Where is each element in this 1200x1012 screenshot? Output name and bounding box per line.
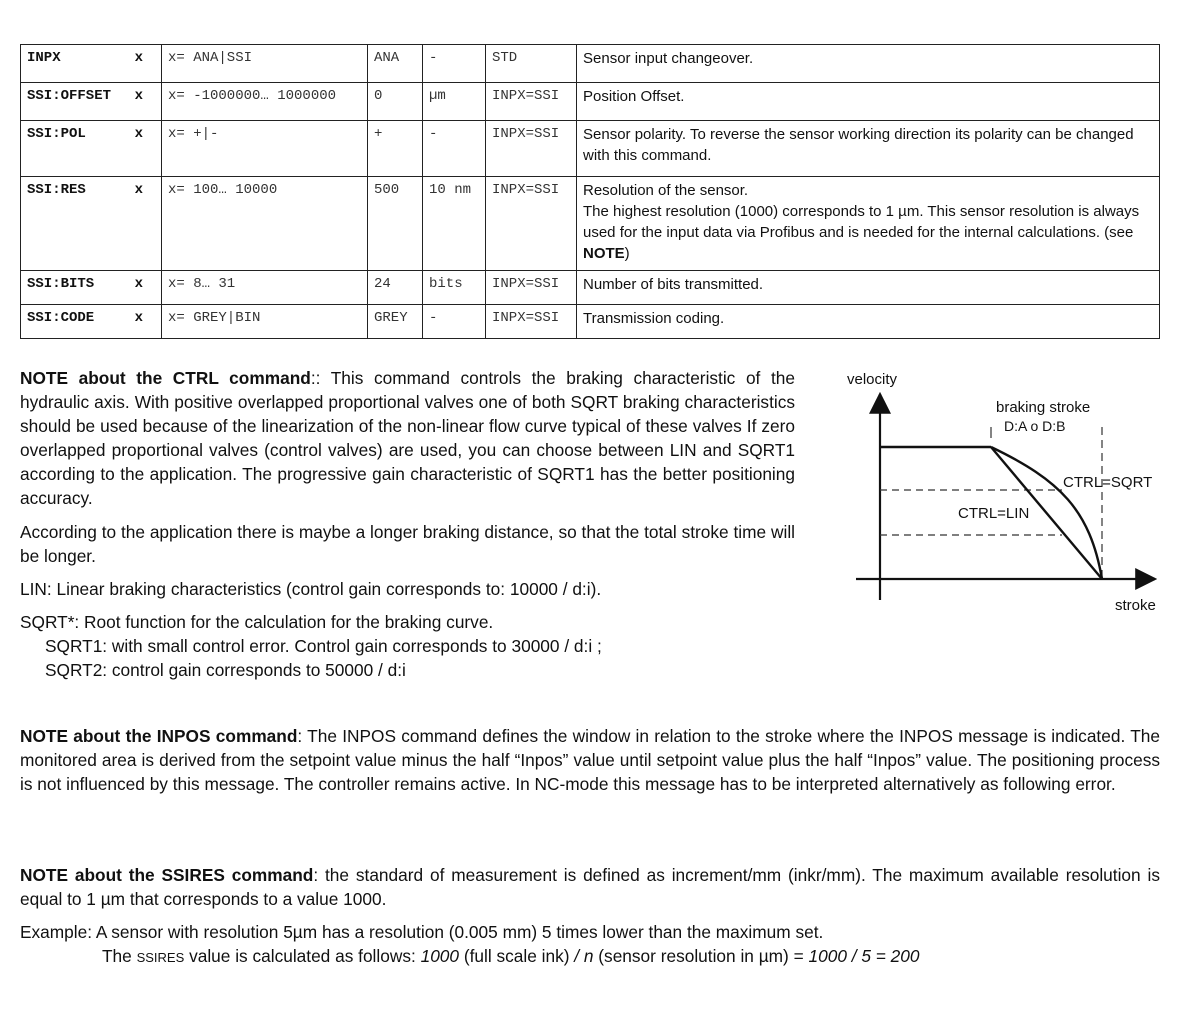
dependency-cell: INPX=SSI bbox=[486, 121, 577, 177]
braking-stroke-sublabel: D:A o D:B bbox=[1004, 418, 1066, 434]
table-row bbox=[21, 45, 1160, 83]
command-cell: SSI:POL x bbox=[21, 121, 162, 177]
default-cell: 0 bbox=[368, 83, 423, 121]
range-cell: x= -1000000… 1000000 bbox=[162, 83, 368, 121]
unit-cell: - bbox=[423, 45, 486, 83]
ctrl-note-paragraph-2: According to the application there is maybe a longer braking distance, so that the total stroke time will be longer. bbox=[20, 522, 795, 566]
range-cell: x= ANA|SSI bbox=[162, 45, 368, 83]
description-cell: Number of bits transmitted. bbox=[577, 271, 1160, 305]
ctrl-sqrt-label: CTRL=SQRT bbox=[1063, 474, 1153, 491]
dependency-cell: STD bbox=[486, 45, 577, 83]
description-cell: Position Offset. bbox=[577, 83, 1160, 121]
braking-diagram bbox=[830, 360, 1170, 620]
ssires-calculation: The SSIRES value is calculated as follows: 1000 (full scale ink) / n (sensor resolution in µm) = 1000 / 5 = 200 bbox=[102, 946, 920, 966]
braking-stroke-label: braking stroke bbox=[996, 399, 1091, 416]
description-cell: Resolution of the sensor. The highest resolution (1000) corresponds to 1 µm. This sensor resolution is always used for the input data via Profibus and is needed for the internal calculations. (see NOTE) bbox=[577, 177, 1160, 271]
default-cell: GREY bbox=[368, 305, 423, 339]
default-cell: 500 bbox=[368, 177, 423, 271]
ctrl-lin-label: CTRL=LIN bbox=[958, 505, 1030, 522]
command-table bbox=[20, 44, 1160, 339]
unit-cell: - bbox=[423, 121, 486, 177]
default-cell: + bbox=[368, 121, 423, 177]
dependency-cell: INPX=SSI bbox=[486, 305, 577, 339]
sqrt2-description: SQRT2: control gain corresponds to 50000 / d:i bbox=[45, 660, 406, 680]
unit-cell: bits bbox=[423, 271, 486, 305]
default-cell: 24 bbox=[368, 271, 423, 305]
dependency-cell: INPX=SSI bbox=[486, 271, 577, 305]
inpos-note-paragraph: NOTE about the INPOS command: The INPOS command defines the window in relation to the stroke where the INPOS message is indicated. The monitored area is derived from the setpoint value minus the half “Inpos” value until setpoint value plus the half “Inpos” value. The positioning process is not influenced by this message. The controller remains active. In NC-mode this message has to be interpreted alternatively as following error. bbox=[20, 726, 1160, 794]
sqrt-description: SQRT*: Root function for the calculation for the braking curve. bbox=[20, 612, 494, 632]
table-row bbox=[21, 177, 1160, 271]
command-cell: SSI:OFFSET x bbox=[21, 83, 162, 121]
unit-cell: µm bbox=[423, 83, 486, 121]
lin-description: LIN: Linear braking characteristics (control gain corresponds to: 10000 / d:i). bbox=[20, 579, 602, 599]
unit-cell: - bbox=[423, 305, 486, 339]
command-cell: INPX x bbox=[21, 45, 162, 83]
description-cell: Sensor polarity. To reverse the sensor working direction its polarity can be changed with this command. bbox=[577, 121, 1160, 177]
sqrt1-description: SQRT1: with small control error. Control gain corresponds to 30000 / d:i ; bbox=[45, 636, 602, 656]
inpos-note-heading: NOTE about the INPOS command bbox=[20, 726, 298, 746]
range-cell: x= GREY|BIN bbox=[162, 305, 368, 339]
table-row bbox=[21, 121, 1160, 177]
ctrl-note-heading: NOTE about the CTRL command bbox=[20, 368, 311, 388]
velocity-label: velocity bbox=[847, 371, 898, 388]
ssires-note-paragraph: NOTE about the SSIRES command: the standard of measurement is defined as increment/mm (inkr/mm). The maximum available resolution is equal to 1 µm that corresponds to a value 1000. bbox=[20, 865, 1160, 909]
ctrl-note-paragraph: NOTE about the CTRL command:: This command controls the braking characteristic of the hydraulic axis. With positive overlapped proportional valves one of both SQRT braking characteristics should be used because of the linearization of the non-linear flow curve typical of these valves If zero overlapped proportional valves (control valves) are used, you can choose between LIN and SQRT1 according to the application. The progressive gain characteristic of SQRT1 has the better positioning accuracy. bbox=[20, 368, 795, 508]
unit-cell: 10 nm bbox=[423, 177, 486, 271]
range-cell: x= 8… 31 bbox=[162, 271, 368, 305]
description-cell: Sensor input changeover. bbox=[577, 45, 1160, 83]
range-cell: x= +|- bbox=[162, 121, 368, 177]
stroke-label: stroke bbox=[1115, 597, 1156, 614]
ssires-example: Example: A sensor with resolution 5µm has a resolution (0.005 mm) 5 times lower than the maximum set. bbox=[20, 922, 824, 942]
description-cell: Transmission coding. bbox=[577, 305, 1160, 339]
range-cell: x= 100… 10000 bbox=[162, 177, 368, 271]
default-cell: ANA bbox=[368, 45, 423, 83]
dependency-cell: INPX=SSI bbox=[486, 177, 577, 271]
command-cell: SSI:CODE x bbox=[21, 305, 162, 339]
command-cell: SSI:RES x bbox=[21, 177, 162, 271]
command-cell: SSI:BITS x bbox=[21, 271, 162, 305]
ssires-note-heading: NOTE about the SSIRES command bbox=[20, 865, 314, 885]
table-row bbox=[21, 271, 1160, 305]
dependency-cell: INPX=SSI bbox=[486, 83, 577, 121]
table-row bbox=[21, 83, 1160, 121]
table-row bbox=[21, 305, 1160, 339]
